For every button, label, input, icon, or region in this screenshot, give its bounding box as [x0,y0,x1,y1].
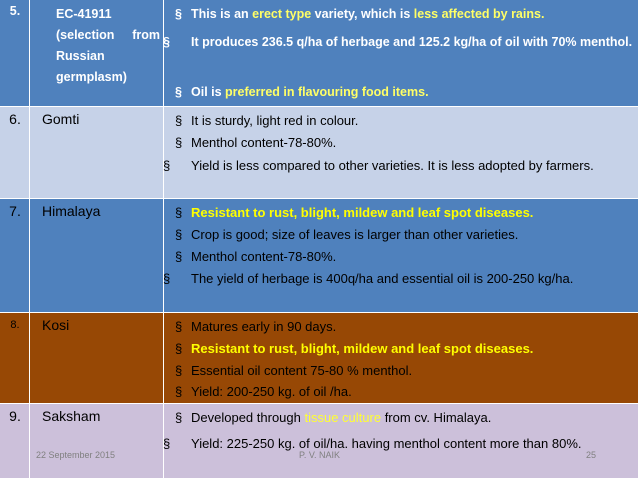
bullet-marker: § [175,384,183,399]
bullet-text: Yield: 225-250 kg. of oil/ha. having menthol content more than 80%. [191,436,582,451]
bullet-text: It is sturdy, light red in colour. [191,113,359,128]
bullet-item [163,434,633,454]
bullet-item [163,34,633,51]
table-row-6 [0,107,638,199]
highlight-text: erect type [252,7,312,21]
variety-line: EC-41911 [56,7,112,21]
highlight-text: tissue culture [304,410,382,425]
footer-date: 22 September 2015 [36,450,116,460]
bullet-item [175,134,633,151]
variety-name: Gomti [42,111,80,127]
row-number: 8. [10,319,20,331]
bullet-item [163,156,633,175]
table-row-7 [0,199,638,313]
bullet-text: Yield: 200-250 kg. of oil /ha. [191,384,352,399]
variety-name: Himalaya [42,203,101,219]
bullet-marker: § [175,319,183,334]
bullet-item [175,318,633,335]
table-row-5 [0,0,638,107]
bullet-text: This is an [191,7,253,21]
variety-line: germplasm) [56,70,127,84]
bullet-text: from cv. Himalaya. [381,410,492,425]
bullet-text: Menthol content-78-80%. [191,249,337,264]
bullet-item [175,226,633,243]
bullet-item [163,269,633,289]
bullet-text: The yield of herbage is 400q/ha and essential oil is 200-250 kg/ha. [191,271,574,286]
variety-line: Russian [56,49,105,63]
bullet-marker: § [175,135,183,150]
bullet-item [175,340,633,357]
bullet-marker: § [175,227,183,242]
bullet-marker: § [175,341,183,356]
bullet-item [175,383,633,400]
bullet-text: Developed through [191,410,305,425]
bullet-text: variety, which is [311,7,414,21]
bullet-marker: § [175,410,183,425]
bullet-item [175,248,633,265]
row-number: 5. [9,4,21,18]
bullet-marker: § [175,7,182,21]
bullet-text: Essential oil content 75-80 % menthol. [191,363,413,378]
row-number: 6. [9,111,21,127]
bullet-item [175,362,633,379]
variety-name [56,4,160,88]
bullet-marker: § [163,35,170,49]
bullet-item [175,112,633,129]
bullet-marker: § [175,205,183,220]
bullet-item [175,6,633,23]
table-row-9 [0,404,638,478]
bullet-text: It produces 236.5 q/ha of herbage and 125.2 kg/ha of oil with 70% menthol. [191,35,633,49]
bullet-marker: § [163,158,171,173]
bullet-marker: § [163,271,171,286]
bullet-marker: § [175,113,183,128]
footer-author: P. V. NAIK [299,450,341,460]
bullet-text: Crop is good; size of leaves is larger than other varieties. [191,227,519,242]
bullet-text: Oil is [191,85,226,99]
highlight-text: preferred in flavouring food items. [225,85,429,99]
variety-line: (selection from [56,28,160,42]
highlight-text: less affected by rains. [413,7,545,21]
bullet-item [175,409,633,426]
bullet-marker: § [163,436,171,451]
bullet-marker: § [175,363,183,378]
row-number: 9. [9,408,21,424]
bullet-text: Menthol content-78-80%. [191,135,337,150]
bullet-marker: § [175,249,183,264]
bullet-text: Yield is less compared to other varieties. It is less adopted by farmers. [191,158,594,173]
variety-name: Kosi [42,317,70,333]
highlight-text: Resistant to rust, blight, mildew and leaf spot diseases. [191,205,534,220]
bullet-marker: § [175,85,182,99]
bullet-text: Matures early in 90 days. [191,319,337,334]
bullet-item [175,204,633,221]
row-number: 7. [9,203,21,219]
bullet-item [175,84,633,101]
highlight-text: Resistant to rust, blight, mildew and leaf spot diseases. [191,341,534,356]
footer-page-number: 25 [586,450,597,460]
table-row-8 [0,313,638,404]
variety-name: Saksham [42,408,101,424]
